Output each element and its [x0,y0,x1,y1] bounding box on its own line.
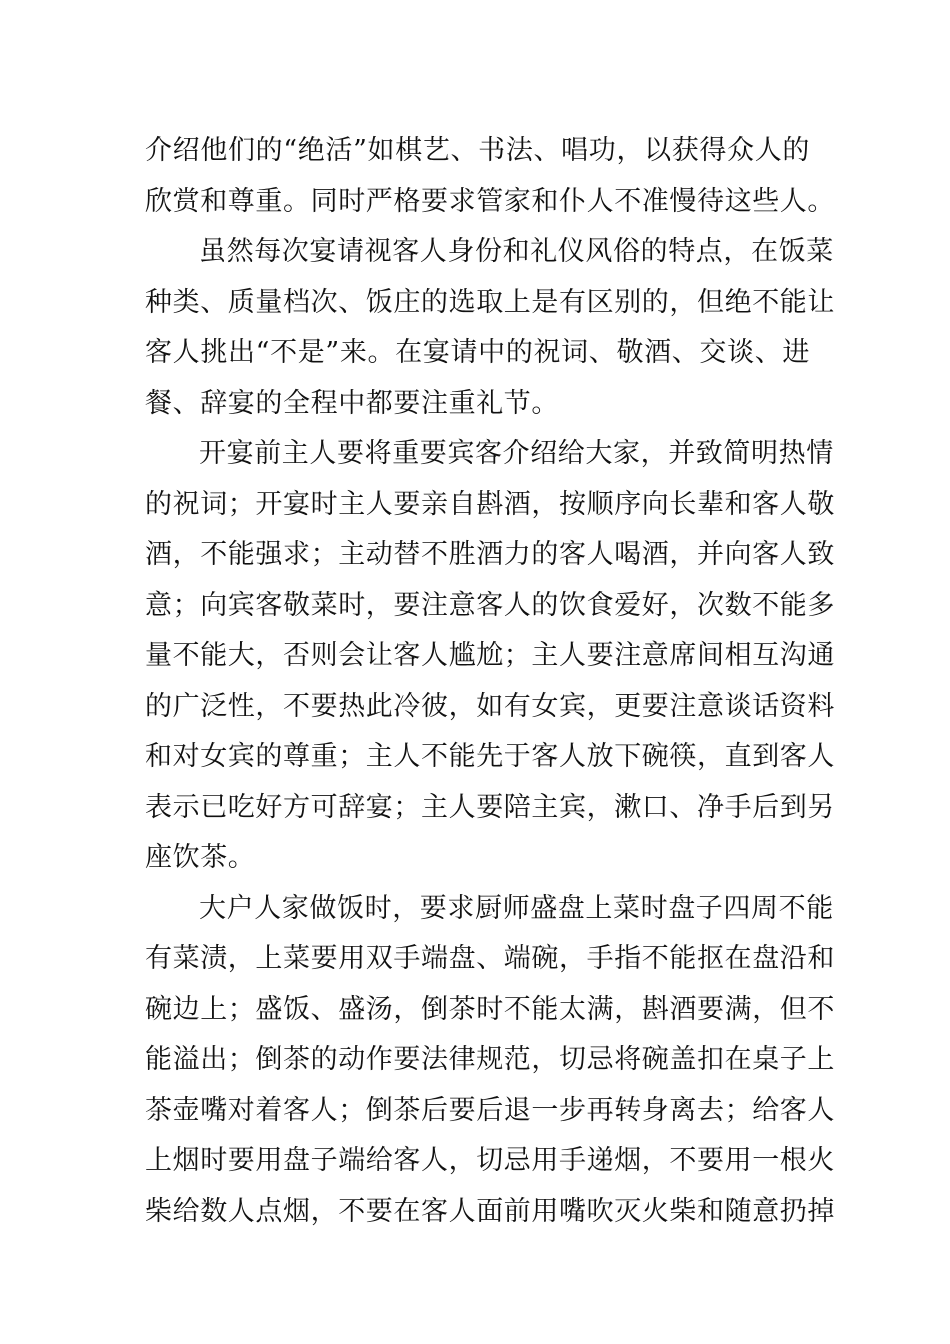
text-line: 餐、辞宴的全程中都要注重礼节。 [145,387,559,419]
paragraph-first-line: 开宴前主人要将重要宾客介绍给大家，并致简明热情 [199,438,834,469]
text-line: 意；向宾客敬菜时，要注意客人的饮食爱好，次数不能多 [145,589,835,621]
text-line: 柴给数人点烟，不要在客人面前用嘴吹灭火柴和随意扔掉 [145,1195,835,1227]
text-line: 上烟时要用盘子端给客人，切忌用手递烟，不要用一根火 [145,1145,835,1176]
text-line: 有菜渍，上菜要用双手端盘、端碗，手指不能抠在盘沿和 [145,943,835,974]
text-line: 碗边上；盛饭、盛汤，倒茶时不能太满，斟酒要满，但不 [145,993,835,1025]
text-line: 的广泛性，不要热此冷彼，如有女宾，更要注意谈话资料 [145,690,835,722]
text-line: 量不能大，否则会让客人尴尬；主人要注意席间相互沟通 [145,640,835,671]
text-line: 表示已吃好方可辞宴；主人要陪主宾，漱口、净手后到另 [145,791,835,823]
text-line: 茶壶嘴对着客人；倒茶后要后退一步再转身离去；给客人 [145,1094,835,1126]
text-line: 座饮茶。 [145,842,256,873]
paragraph-first-line: 虽然每次宴请视客人身份和礼仪风俗的特点，在饭菜 [199,236,834,267]
text-line: 的祝词；开宴时主人要亲自斟酒，按顺序向长辈和客人敬 [145,488,835,520]
text-line: 和对女宾的尊重；主人不能先于客人放下碗筷，直到客人 [145,741,835,772]
text-line: 欣赏和尊重。同时严格要求管家和仆人不准慢待这些人。 [145,185,835,217]
text-line: 能溢出；倒茶的动作要法律规范，切忌将碗盖扣在桌子上 [145,1044,835,1075]
text-line: 酒，不能强求；主动替不胜酒力的客人喝酒，并向客人致 [145,539,835,570]
text-line: 种类、质量档次、饭庄的选取上是有区别的，但绝不能让 [145,286,835,318]
paragraph-first-line: 大户人家做饭时，要求厨师盛盘上菜时盘子四周不能 [199,892,834,924]
body-text [145,126,835,1237]
text-line: 客人挑出“不是”来。在宴请中的祝词、敬酒、交谈、进 [145,337,810,368]
text-line: 介绍他们的“绝活”如棋艺、书法、唱功，以获得众人的 [145,135,810,166]
